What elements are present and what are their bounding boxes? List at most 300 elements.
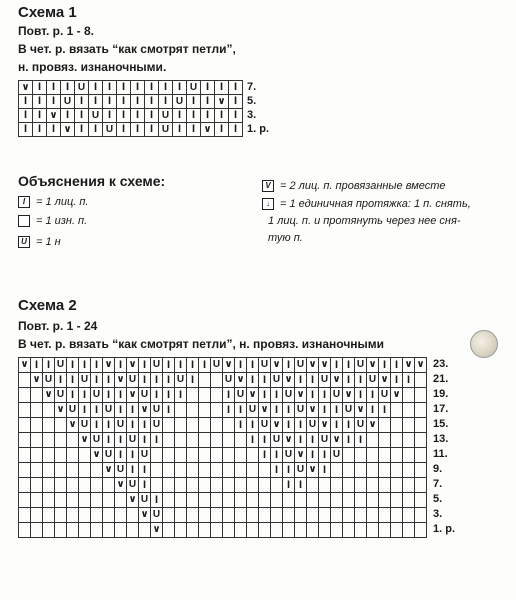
stitch-cell: I [139, 418, 151, 433]
stitch-cell: ∨ [295, 448, 307, 463]
stitch-cell [19, 388, 31, 403]
stitch-cell: I [215, 109, 229, 123]
stitch-cell: I [103, 388, 115, 403]
stitch-cell: ∨ [367, 418, 379, 433]
scheme2-chart [18, 357, 427, 538]
stitch-cell [235, 463, 247, 478]
stitch-cell: ∨ [271, 358, 283, 373]
stitch-cell: I [331, 403, 343, 418]
stitch-cell [283, 508, 295, 523]
stitch-cell: I [103, 433, 115, 448]
stitch-cell [43, 448, 55, 463]
stitch-cell [391, 448, 403, 463]
stitch-cell [199, 508, 211, 523]
stitch-cell [379, 508, 391, 523]
stitch-cell: I [187, 109, 201, 123]
stitch-cell: I [379, 403, 391, 418]
stitch-cell: I [307, 388, 319, 403]
stitch-cell: U [127, 433, 139, 448]
stitch-cell: U [115, 418, 127, 433]
stitch-cell: ∨ [247, 388, 259, 403]
stitch-cell: I [223, 388, 235, 403]
stitch-cell: I [235, 418, 247, 433]
stitch-cell: I [103, 418, 115, 433]
stitch-cell: I [235, 403, 247, 418]
stitch-cell: U [343, 403, 355, 418]
stitch-cell: I [175, 358, 187, 373]
stitch-cell [355, 523, 367, 538]
stitch-cell: U [355, 418, 367, 433]
row-number-label: 5. [433, 493, 443, 505]
stitch-cell: U [307, 418, 319, 433]
stitch-cell [367, 448, 379, 463]
stitch-cell [343, 463, 355, 478]
stitch-cell: I [89, 123, 103, 137]
row-number-label: 17. [433, 403, 449, 415]
chart-row [19, 388, 427, 403]
chart-row [19, 109, 243, 123]
stitch-cell [187, 523, 199, 538]
stitch-cell [31, 508, 43, 523]
stitch-cell [271, 508, 283, 523]
stitch-cell: ∨ [319, 418, 331, 433]
page-hole-mark [470, 330, 498, 358]
stitch-cell [211, 403, 223, 418]
stitch-cell: I [115, 448, 127, 463]
stitch-cell [367, 478, 379, 493]
stitch-cell [31, 463, 43, 478]
stitch-cell: I [215, 81, 229, 95]
row-number-label: 21. [433, 373, 449, 385]
stitch-cell [403, 493, 415, 508]
stitch-cell: ∨ [19, 358, 31, 373]
stitch-cell: I [187, 373, 199, 388]
stitch-cell: I [271, 403, 283, 418]
stitch-cell [259, 523, 271, 538]
stitch-cell: I [295, 478, 307, 493]
stitch-cell [403, 463, 415, 478]
stitch-cell [211, 523, 223, 538]
stitch-cell [79, 448, 91, 463]
stitch-cell [391, 433, 403, 448]
stitch-cell [31, 523, 43, 538]
stitch-cell: U [103, 123, 117, 137]
row-number-label: 19. [433, 388, 449, 400]
stitch-cell [211, 448, 223, 463]
stitch-cell: I [229, 123, 243, 137]
stitch-cell: U [151, 403, 163, 418]
stitch-cell [403, 403, 415, 418]
stitch-cell [31, 433, 43, 448]
knit-symbol-icon: I [18, 196, 30, 208]
stitch-cell: I [145, 123, 159, 137]
stitch-cell [151, 463, 163, 478]
stitch-cell [415, 403, 427, 418]
stitch-cell [295, 508, 307, 523]
stitch-cell [331, 508, 343, 523]
chart-row [19, 523, 427, 538]
stitch-cell [367, 463, 379, 478]
stitch-cell [163, 433, 175, 448]
stitch-cell [163, 523, 175, 538]
stitch-cell [163, 478, 175, 493]
stitch-cell: ∨ [127, 493, 139, 508]
stitch-cell: I [187, 95, 201, 109]
stitch-cell: U [355, 358, 367, 373]
stitch-cell: U [91, 433, 103, 448]
stitch-cell [331, 463, 343, 478]
stitch-cell: I [19, 123, 33, 137]
stitch-cell: I [127, 448, 139, 463]
stitch-cell: U [259, 358, 271, 373]
stitch-cell: U [295, 358, 307, 373]
stitch-cell [403, 433, 415, 448]
stitch-cell [79, 478, 91, 493]
stitch-cell: I [89, 95, 103, 109]
stitch-cell: U [91, 388, 103, 403]
stitch-cell: I [131, 123, 145, 137]
stitch-cell: I [47, 123, 61, 137]
stitch-cell: ∨ [343, 388, 355, 403]
chart-row [19, 478, 427, 493]
stitch-cell: U [295, 403, 307, 418]
stitch-cell: I [307, 433, 319, 448]
stitch-cell: I [151, 493, 163, 508]
chart-row [19, 418, 427, 433]
stitch-cell [415, 448, 427, 463]
stitch-cell [211, 493, 223, 508]
legend-skp-line3: тую п. [268, 232, 303, 244]
stitch-cell: I [229, 109, 243, 123]
stitch-cell [283, 493, 295, 508]
stitch-cell [67, 493, 79, 508]
stitch-cell [223, 433, 235, 448]
stitch-cell: I [201, 95, 215, 109]
stitch-cell: I [247, 418, 259, 433]
stitch-cell: I [75, 95, 89, 109]
stitch-cell: ∨ [403, 358, 415, 373]
stitch-cell: I [145, 95, 159, 109]
stitch-cell: ∨ [127, 388, 139, 403]
row-number-label: 7. [247, 80, 257, 93]
stitch-cell: I [43, 358, 55, 373]
stitch-cell [187, 388, 199, 403]
stitch-cell [55, 478, 67, 493]
stitch-cell: I [115, 433, 127, 448]
stitch-cell: I [187, 123, 201, 137]
stitch-cell: I [47, 95, 61, 109]
scheme1-instructions-line1: В чет. р. вязать “как смотрят петли”, [18, 42, 236, 56]
stitch-cell: U [175, 373, 187, 388]
stitch-cell [415, 388, 427, 403]
stitch-cell: ∨ [19, 81, 33, 95]
stitch-cell: U [103, 403, 115, 418]
chart-row [19, 373, 427, 388]
stitch-cell: I [139, 463, 151, 478]
stitch-cell [67, 433, 79, 448]
stitch-cell: I [33, 81, 47, 95]
stitch-cell [235, 493, 247, 508]
stitch-cell [271, 523, 283, 538]
stitch-cell [31, 403, 43, 418]
stitch-cell [247, 448, 259, 463]
stitch-cell [55, 433, 67, 448]
stitch-cell [175, 418, 187, 433]
stitch-cell: I [259, 433, 271, 448]
stitch-cell [307, 523, 319, 538]
stitch-cell: I [131, 95, 145, 109]
stitch-cell [403, 418, 415, 433]
stitch-cell [79, 463, 91, 478]
stitch-cell [43, 463, 55, 478]
stitch-cell: ∨ [61, 123, 75, 137]
stitch-cell [211, 373, 223, 388]
stitch-cell [199, 388, 211, 403]
stitch-cell [199, 403, 211, 418]
chart-row [19, 508, 427, 523]
stitch-cell: I [283, 403, 295, 418]
stitch-cell: U [139, 493, 151, 508]
stitch-cell [175, 493, 187, 508]
stitch-cell [79, 523, 91, 538]
stitch-cell [187, 463, 199, 478]
chart-row [19, 403, 427, 418]
stitch-cell [55, 418, 67, 433]
stitch-cell: I [103, 109, 117, 123]
stitch-cell: I [117, 81, 131, 95]
stitch-cell: U [151, 358, 163, 373]
stitch-cell [175, 508, 187, 523]
chart-row [19, 81, 243, 95]
stitch-cell: ∨ [103, 358, 115, 373]
stitch-cell: I [67, 373, 79, 388]
stitch-cell [403, 388, 415, 403]
stitch-cell: I [47, 81, 61, 95]
stitch-cell: I [79, 388, 91, 403]
stitch-cell: U [235, 388, 247, 403]
purl-symbol-icon [18, 215, 30, 227]
stitch-cell [43, 508, 55, 523]
stitch-cell [247, 463, 259, 478]
stitch-cell: I [259, 373, 271, 388]
stitch-cell: I [319, 463, 331, 478]
stitch-cell [355, 493, 367, 508]
stitch-cell: ∨ [367, 358, 379, 373]
stitch-cell: I [139, 433, 151, 448]
stitch-cell [199, 448, 211, 463]
stitch-cell [211, 508, 223, 523]
stitch-cell [343, 508, 355, 523]
stitch-cell [43, 493, 55, 508]
stitch-cell: I [343, 418, 355, 433]
stitch-cell [187, 478, 199, 493]
stitch-cell: I [145, 81, 159, 95]
stitch-cell: U [61, 95, 75, 109]
stitch-cell: U [79, 373, 91, 388]
stitch-cell: U [283, 388, 295, 403]
stitch-cell: ∨ [355, 403, 367, 418]
stitch-cell [235, 448, 247, 463]
stitch-cell: I [163, 358, 175, 373]
stitch-cell [379, 523, 391, 538]
stitch-cell: U [75, 81, 89, 95]
stitch-cell: ∨ [55, 403, 67, 418]
stitch-cell: I [75, 109, 89, 123]
stitch-cell [43, 403, 55, 418]
stitch-cell: U [151, 508, 163, 523]
stitch-cell: I [33, 95, 47, 109]
stitch-cell: I [103, 81, 117, 95]
stitch-cell: ∨ [139, 403, 151, 418]
stitch-cell: I [163, 388, 175, 403]
chart-row [19, 448, 427, 463]
stitch-cell [235, 433, 247, 448]
stitch-cell: I [391, 373, 403, 388]
legend-skp-line2: 1 лиц. п. и протянуть через нее сня- [268, 215, 461, 227]
stitch-cell [307, 493, 319, 508]
stitch-cell: I [247, 358, 259, 373]
stitch-cell: I [343, 358, 355, 373]
stitch-cell: U [223, 373, 235, 388]
stitch-cell: ∨ [223, 358, 235, 373]
stitch-cell [355, 463, 367, 478]
stitch-cell: ∨ [31, 373, 43, 388]
stitch-cell [343, 478, 355, 493]
scheme2-instructions: В чет. р. вязать “как смотрят петли”, н. провяз. изнаночными [18, 337, 385, 351]
stitch-cell: U [259, 418, 271, 433]
stitch-cell: U [295, 463, 307, 478]
stitch-cell: I [75, 123, 89, 137]
stitch-cell [415, 373, 427, 388]
stitch-cell: I [215, 123, 229, 137]
stitch-cell: I [67, 388, 79, 403]
stitch-cell: U [271, 433, 283, 448]
legend-title: Объяснения к схеме: [18, 173, 166, 189]
stitch-cell [19, 448, 31, 463]
stitch-cell [379, 448, 391, 463]
stitch-cell [271, 478, 283, 493]
stitch-cell [151, 478, 163, 493]
stitch-cell: U [89, 109, 103, 123]
stitch-cell: I [91, 418, 103, 433]
stitch-cell: U [271, 373, 283, 388]
stitch-cell: I [115, 403, 127, 418]
stitch-cell [163, 448, 175, 463]
stitch-cell [223, 478, 235, 493]
stitch-cell [415, 463, 427, 478]
stitch-cell [247, 508, 259, 523]
stitch-cell [31, 448, 43, 463]
stitch-cell: U [79, 418, 91, 433]
stitch-cell [55, 463, 67, 478]
stitch-cell: I [139, 373, 151, 388]
stitch-cell: ∨ [201, 123, 215, 137]
stitch-cell [19, 403, 31, 418]
stitch-cell: U [187, 81, 201, 95]
legend-item-knit: I = 1 лиц. п. [18, 196, 89, 208]
stitch-cell: U [127, 478, 139, 493]
stitch-cell [391, 463, 403, 478]
stitch-cell [415, 493, 427, 508]
stitch-cell: I [229, 95, 243, 109]
stitch-cell [211, 418, 223, 433]
stitch-cell [247, 523, 259, 538]
stitch-cell [379, 433, 391, 448]
stitch-cell [79, 493, 91, 508]
stitch-cell: U [43, 373, 55, 388]
stitch-cell: I [151, 388, 163, 403]
stitch-cell: ∨ [47, 109, 61, 123]
stitch-cell: U [127, 373, 139, 388]
stitch-cell: I [103, 95, 117, 109]
stitch-cell: I [117, 109, 131, 123]
stitch-cell: I [331, 358, 343, 373]
stitch-cell [43, 418, 55, 433]
stitch-cell: I [127, 418, 139, 433]
stitch-cell [367, 433, 379, 448]
stitch-cell: U [139, 388, 151, 403]
stitch-cell [355, 478, 367, 493]
stitch-cell [103, 478, 115, 493]
stitch-cell: I [355, 388, 367, 403]
stitch-cell: I [391, 358, 403, 373]
stitch-cell: I [319, 388, 331, 403]
stitch-cell: U [103, 448, 115, 463]
stitch-cell: ∨ [215, 95, 229, 109]
stitch-cell [415, 478, 427, 493]
stitch-cell [331, 523, 343, 538]
stitch-cell: I [159, 95, 173, 109]
row-number-label: 3. [433, 508, 443, 520]
stitch-cell [331, 478, 343, 493]
stitch-cell [175, 433, 187, 448]
stitch-cell [391, 493, 403, 508]
stitch-cell [91, 463, 103, 478]
stitch-cell [355, 508, 367, 523]
stitch-cell: I [355, 433, 367, 448]
stitch-cell [43, 433, 55, 448]
stitch-cell: I [163, 403, 175, 418]
stitch-cell [403, 478, 415, 493]
stitch-cell: ∨ [331, 433, 343, 448]
yarnover-symbol-icon: U [18, 236, 30, 248]
stitch-cell: I [259, 388, 271, 403]
stitch-cell: U [331, 448, 343, 463]
stitch-cell: ∨ [139, 508, 151, 523]
stitch-cell: U [319, 433, 331, 448]
stitch-cell [19, 508, 31, 523]
stitch-cell: ∨ [79, 433, 91, 448]
stitch-cell [43, 523, 55, 538]
stitch-cell: ∨ [307, 358, 319, 373]
stitch-cell [31, 493, 43, 508]
stitch-cell: I [175, 388, 187, 403]
stitch-cell: U [319, 373, 331, 388]
stitch-cell: I [271, 388, 283, 403]
stitch-cell: I [145, 109, 159, 123]
stitch-cell [67, 508, 79, 523]
stitch-cell: U [159, 109, 173, 123]
stitch-cell [199, 493, 211, 508]
stitch-cell [367, 493, 379, 508]
stitch-cell: U [67, 403, 79, 418]
stitch-cell [91, 523, 103, 538]
stitch-cell: ∨ [103, 463, 115, 478]
stitch-cell [223, 493, 235, 508]
k2tog-symbol-icon: V [262, 180, 274, 192]
stitch-cell [103, 523, 115, 538]
stitch-cell [91, 478, 103, 493]
